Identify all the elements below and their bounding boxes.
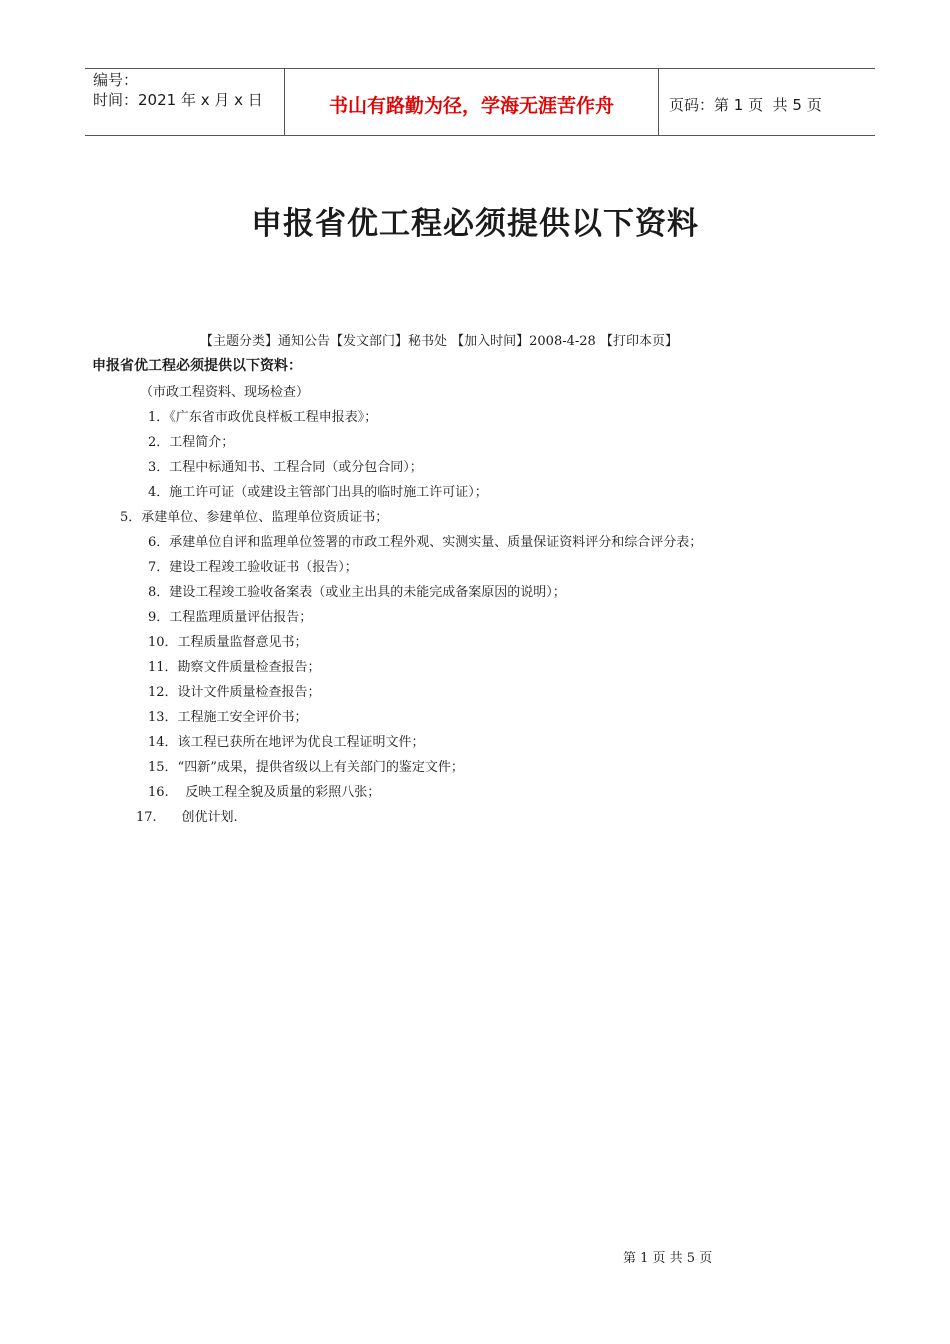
list-item: 10．工程质量监督意见书； — [148, 635, 308, 650]
category-note: （市政工程资料、现场检查） — [140, 385, 310, 400]
list-item: 15．“四新”成果，提供省级以上有关部门的鉴定文件； — [148, 760, 464, 775]
list-item: 9．工程监理质量评估报告； — [148, 610, 313, 625]
list-item: 17. 创优计划. — [136, 810, 238, 825]
section-subtitle: 申报省优工程必须提供以下资料： — [92, 358, 302, 374]
list-item: 2．工程简介； — [148, 435, 235, 450]
number-label: 编号： — [93, 71, 139, 89]
list-item: 3．工程中标通知书、工程合同（或分包合同）； — [148, 460, 423, 475]
header-page-info — [659, 69, 875, 135]
list-item: 16. 反映工程全貌及质量的彩照八张； — [148, 785, 381, 800]
page-header — [85, 68, 875, 136]
meta-line: 【主题分类】通知公告【发文部门】秘书处 【加入时间】2008-4-28 【打印本页】 — [200, 334, 678, 349]
list-item: 6．承建单位自评和监理单位签署的市政工程外观、实测实量、质量保证资料评分和综合评分表； — [148, 535, 703, 550]
list-item: 7．建设工程竣工验收证书（报告）； — [148, 560, 358, 575]
list-item: 14．该工程已获所在地评为优良工程证明文件； — [148, 735, 425, 750]
list-item: 1．《广东省市政优良样板工程申报表》； — [148, 410, 378, 425]
page-info-text: 页码：第 1 页 共 5 页 — [669, 95, 822, 114]
header-info — [85, 69, 285, 135]
header-motto: 书山有路勤为径，学海无涯苦作舟 — [285, 69, 659, 135]
time-label: 时间：2021 年 x 月 x 日 — [93, 91, 263, 109]
document-title: 申报省优工程必须提供以下资料 — [251, 206, 699, 242]
list-item: 5．承建单位、参建单位、监理单位资质证书； — [120, 510, 389, 525]
list-item: 11．勘察文件质量检查报告； — [148, 660, 321, 675]
list-item: 12．设计文件质量检查报告； — [148, 685, 321, 700]
page-footer: 第 1 页 共 5 页 — [623, 1251, 713, 1266]
list-item: 8．建设工程竣工验收备案表（或业主出具的未能完成备案原因的说明）； — [148, 585, 566, 600]
list-item: 13．工程施工安全评价书； — [148, 710, 308, 725]
list-item: 4．施工许可证（或建设主管部门出具的临时施工许可证）； — [148, 485, 488, 500]
